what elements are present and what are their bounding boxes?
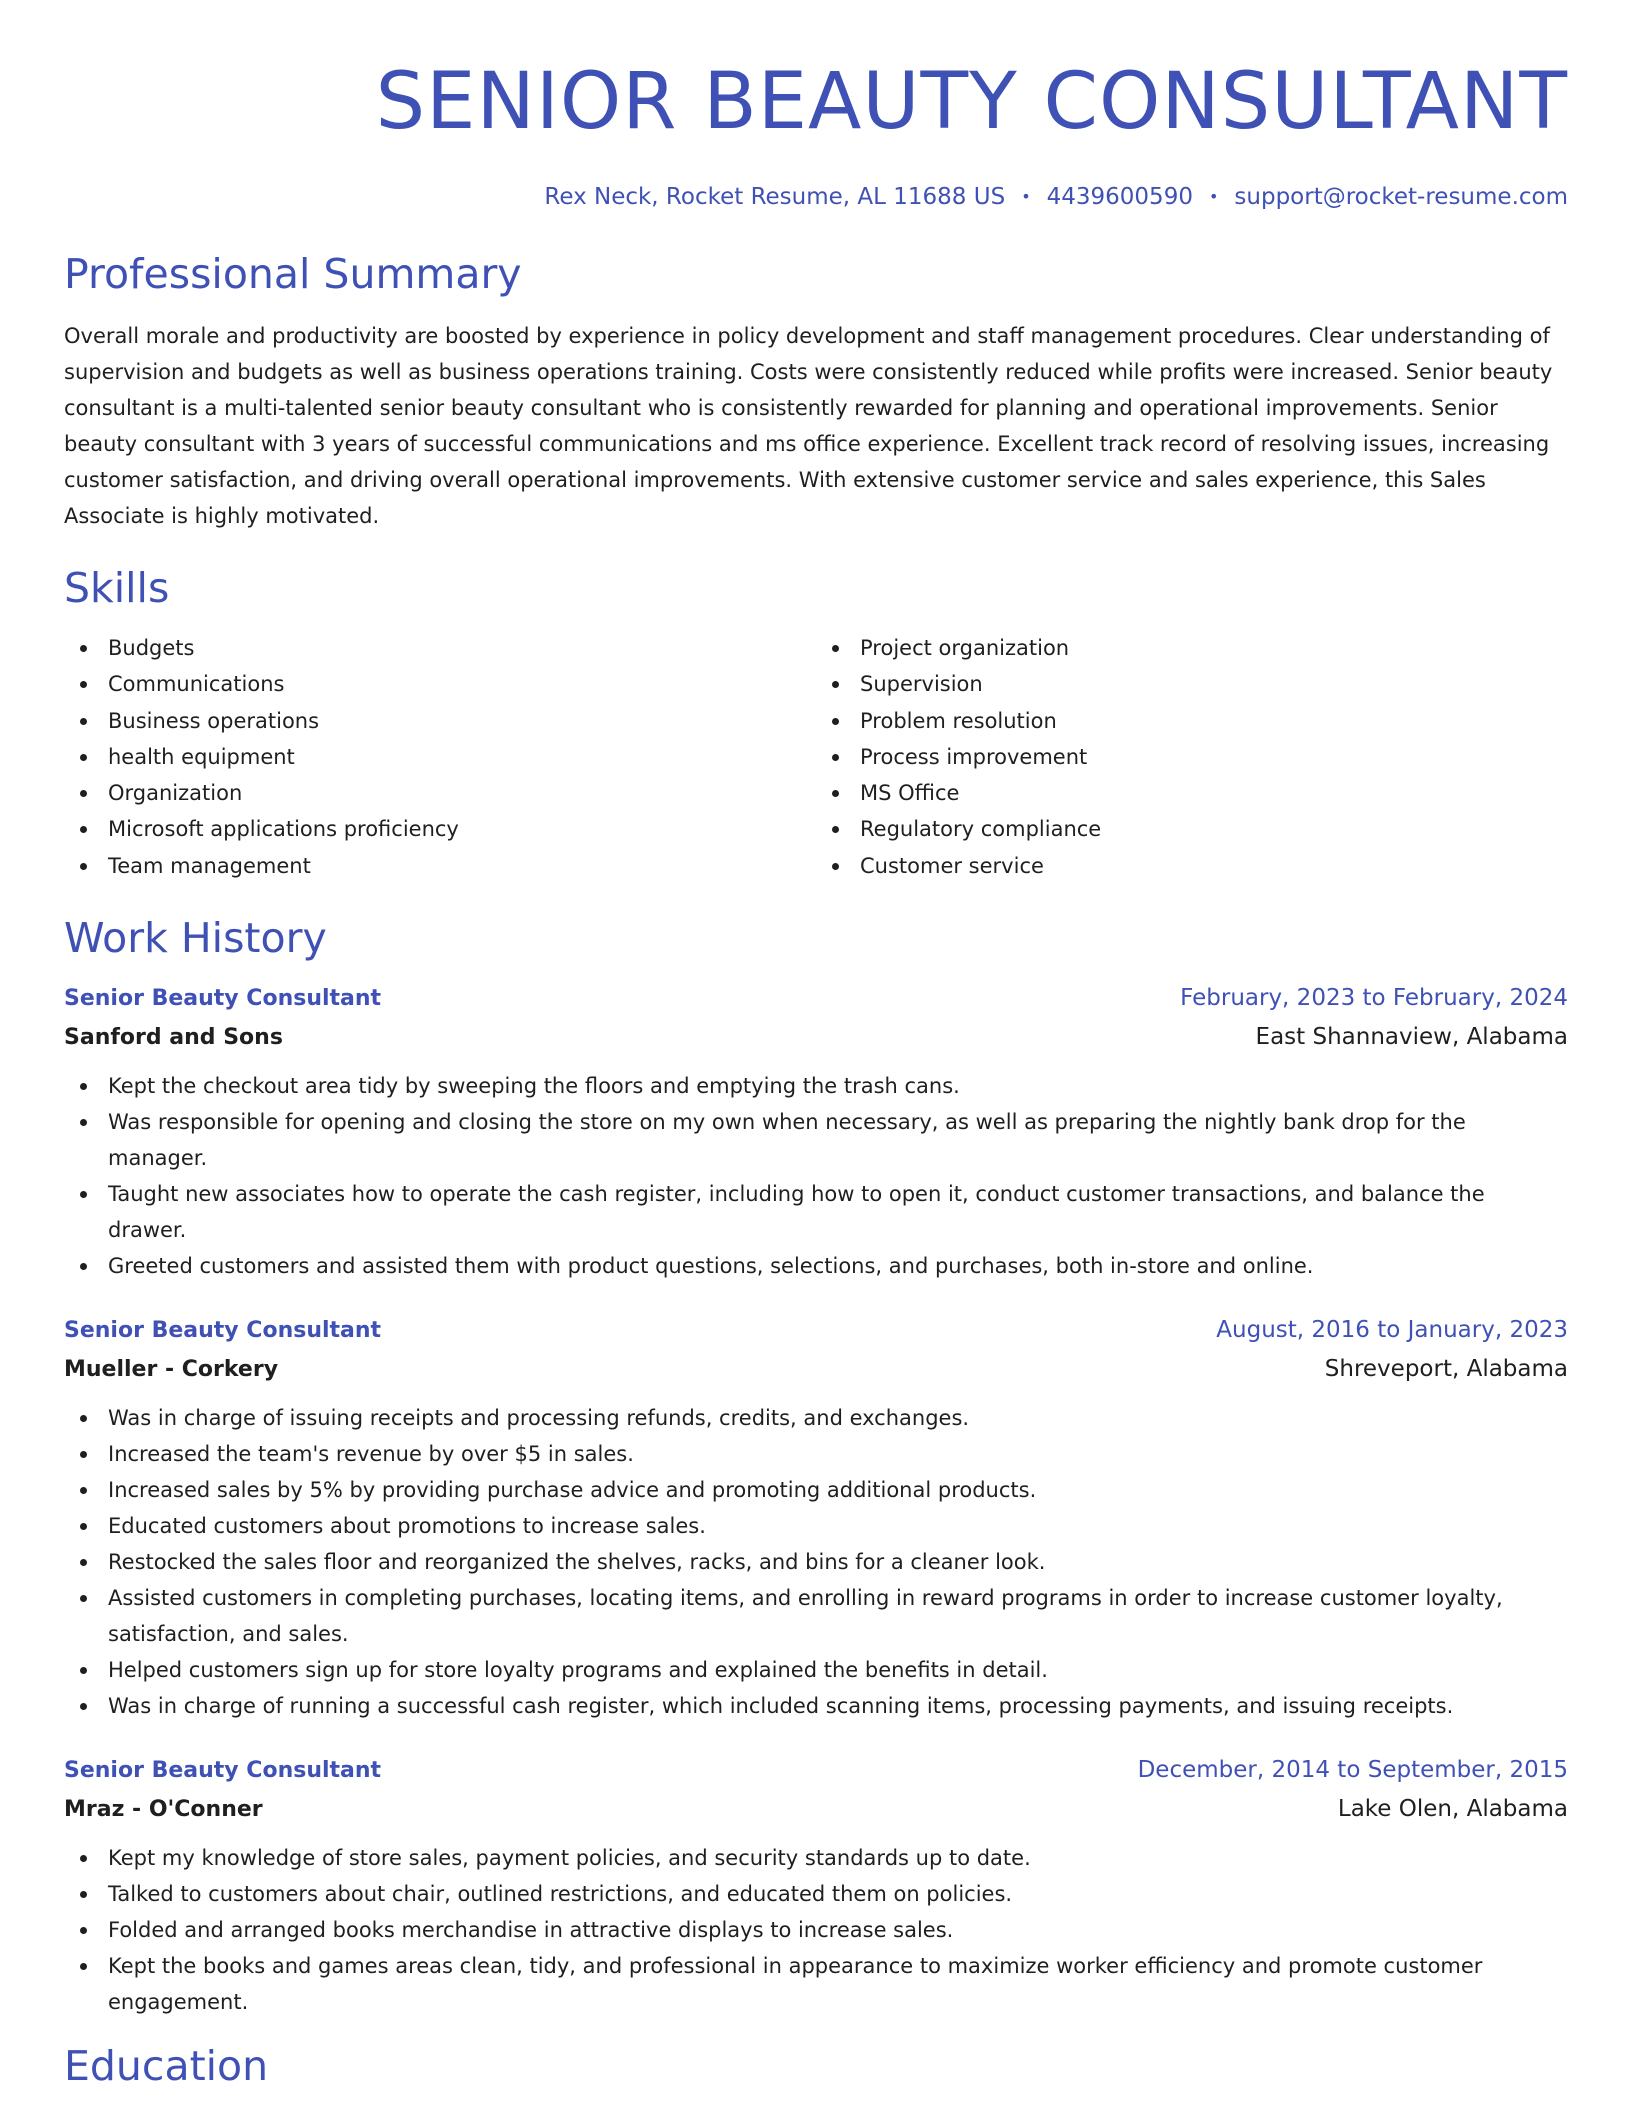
professional-summary-section [64,248,1568,534]
job-bullets [64,1068,1568,1284]
job-bullet: Restocked the sales floor and reorganized the shelves, racks, and bins for a cleaner look. [108,1544,1568,1580]
job-dates: December, 2014 to September, 2015 [1137,1757,1568,1784]
job-title: Senior Beauty Consultant [64,986,382,1012]
job-location: Lake Olen, Alabama [1337,1796,1568,1823]
skills-grid [64,630,1568,884]
job-bullet: Was in charge of running a successful cash register, which included scanning items, processing payments, and issuing receipts. [108,1688,1568,1724]
contact-address: Rex Neck, Rocket Resume, AL 11688 US [544,184,1006,210]
section-title: Education [64,2042,269,2091]
job-dates: August, 2016 to January, 2023 [1216,1317,1568,1344]
job-location: East Shannaview, Alabama [1255,1024,1568,1051]
skills-section [64,562,1568,884]
job-bullet: Educated customers about promotions to increase sales. [108,1508,1568,1544]
education-section [64,2040,1568,2092]
summary-text: Overall morale and productivity are boosted by experience in policy development and staff management procedures. Clear understanding of supervision and budgets as well as business operations training. Costs were consistently reduced while profits were increased. Senior beauty consultant is a multi-talented senior beauty consultant who is consistently rewarded for planning and operational improvements. Senior beauty consultant with 3 years of successful communications and ms office experience. Excellent track record of resolving issues, increasing customer satisfaction, and driving overall operational improvements. With extensive customer service and sales experience, this Sales Associate is highly motivated. [64,324,1553,528]
job-company-row [64,1017,1568,1058]
skill-item: Problem resolution [860,703,1568,739]
job-header-row [64,980,1568,1017]
job-bullet: Taught new associates how to operate the cash register, including how to open it, conduct customer transactions, and balance the drawer. [108,1176,1568,1248]
job-bullet: Assisted customers in completing purchases, locating items, and enrolling in reward programs in order to increase customer loyalty, satisfaction, and sales. [108,1580,1568,1652]
job-bullets [64,1400,1568,1724]
job-bullet: Increased sales by 5% by providing purchase advice and promoting additional products. [108,1472,1568,1508]
skill-item: Business operations [108,703,816,739]
contact-separator: • [1021,187,1031,206]
job-bullet: Talked to customers about chair, outlined restrictions, and educated them on policies. [108,1876,1568,1912]
skill-item: health equipment [108,739,816,775]
skills-column-right [816,630,1568,884]
skills-column-left [64,630,816,884]
job-entry [64,980,1568,1284]
job-dates: February, 2023 to February, 2024 [1180,985,1568,1012]
skill-item: Process improvement [860,739,1568,775]
job-bullet: Increased the team's revenue by over $5 in sales. [108,1436,1568,1472]
section-title: Skills [64,564,170,612]
contact-phone: 4439600590 [1046,184,1193,210]
job-entry [64,1752,1568,2020]
job-entry [64,1312,1568,1724]
job-company-row [64,1349,1568,1390]
skill-item: Microsoft applications proficiency [108,811,816,847]
skill-item: Organization [108,775,816,811]
company-name: Mraz - O'Conner [64,1797,263,1823]
skill-item: Project organization [860,630,1568,666]
skill-item: Supervision [860,666,1568,702]
job-bullet: Kept the checkout area tidy by sweeping the floors and emptying the trash cans. [108,1068,1568,1104]
resume-name: SENIOR BEAUTY CONSULTANT [375,57,1568,147]
skill-item: Team management [108,848,816,884]
job-bullet: Greeted customers and assisted them with product questions, selections, and purchases, both in-store and online. [108,1248,1568,1284]
skill-item: Regulatory compliance [860,811,1568,847]
company-name: Sanford and Sons [64,1025,283,1051]
job-bullet: Was in charge of issuing receipts and processing refunds, credits, and exchanges. [108,1400,1568,1436]
skill-item: Customer service [860,848,1568,884]
skill-item: Budgets [108,630,816,666]
job-company-row [64,1789,1568,1830]
job-header-row [64,1312,1568,1349]
contact-separator: • [1208,187,1219,206]
contact-email[interactable]: support@rocket-resume.com [1234,184,1568,210]
job-title: Senior Beauty Consultant [64,1318,382,1344]
job-list [64,980,1568,2020]
job-bullet: Was responsible for opening and closing the store on my own when necessary, as well as preparing the nightly bank drop for the manager. [108,1104,1568,1176]
section-title: Work History [64,914,327,963]
company-name: Mueller - Corkery [64,1357,279,1383]
skill-item: MS Office [860,775,1568,811]
skill-item: Communications [108,666,816,702]
job-bullet: Kept my knowledge of store sales, payment policies, and security standards up to date. [108,1840,1568,1876]
contact-line [64,182,1568,212]
resume-header [64,54,1568,212]
work-history-section [64,912,1568,2020]
job-bullets [64,1840,1568,2020]
job-bullet: Helped customers sign up for store loyalty programs and explained the benefits in detail. [108,1652,1568,1688]
job-bullet: Folded and arranged books merchandise in attractive displays to increase sales. [108,1912,1568,1948]
job-title: Senior Beauty Consultant [64,1758,382,1784]
job-location: Shreveport, Alabama [1324,1356,1568,1383]
job-bullet: Kept the books and games areas clean, tidy, and professional in appearance to maximize worker efficiency and promote customer engagement. [108,1948,1568,2020]
job-header-row [64,1752,1568,1789]
section-title: Professional Summary [64,250,522,298]
